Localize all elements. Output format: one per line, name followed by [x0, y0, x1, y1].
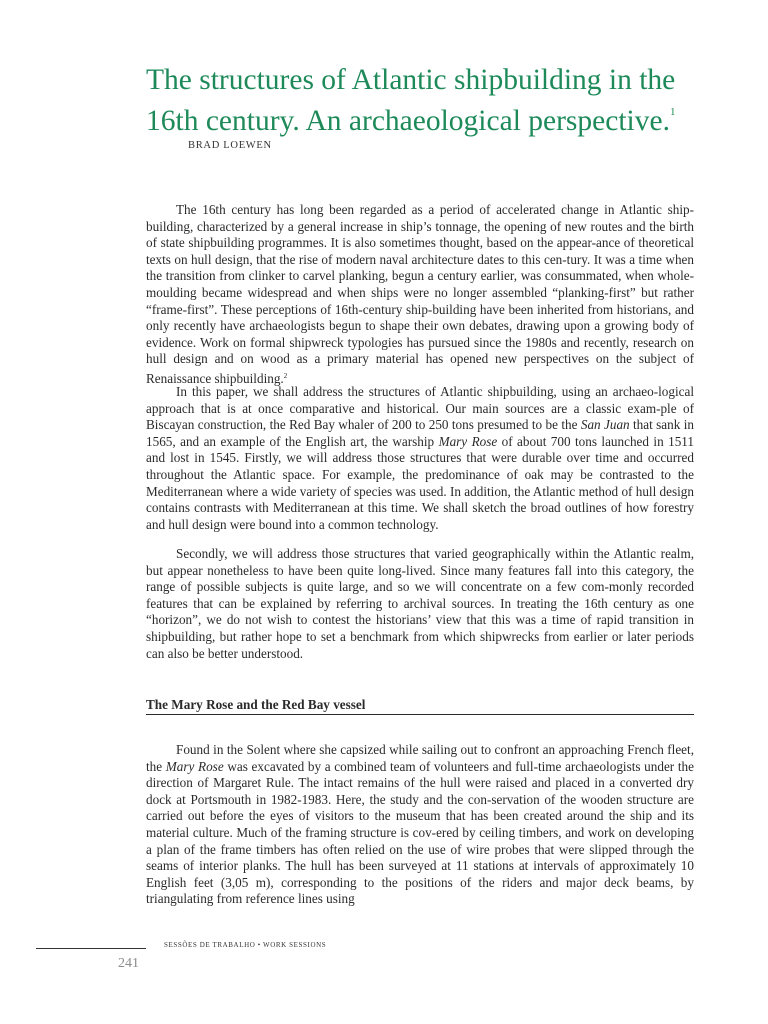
paragraph-4-text-b: was excavated by a combined team of volunteers and full-time archaeologists under the direction of Margaret Rule. The intact remains of the hull were raised and placed in a converted dry dock at Portsmouth in 1982-1983. Here, the study and the con-servation of the wooden structure are carried out before the eyes of visitors to the museum that has been created around the ship and its material culture. Much of the framing structure is cov-ered by ceiling timbers, and work on developing a plan of the frame timbers has often relied on the use of wire probes that were slipped through the seams of interior planks. The hull has been surveyed at 11 stations at intervals of approximately 10 English feet (3,05 m), corresponding to the positions of the riders and major deck beams, by triangulating from reference lines using	[146, 758, 694, 907]
title-footnote-marker[interactable]: 1	[669, 106, 676, 118]
footnote-marker-2[interactable]: 2	[283, 371, 288, 380]
paragraph-2-text-b: that sank in 1565, and an example of the English art, the warship	[146, 417, 694, 449]
ship-name-mary-rose: Mary Rose	[438, 433, 498, 449]
author-byline	[188, 140, 272, 151]
body-paragraph-2	[146, 384, 694, 533]
ship-name-san-juan: San Juan	[580, 417, 630, 433]
article-title-text: The structures of Atlantic shipbuilding in the 16th century. An archaeological perspective.	[146, 64, 676, 137]
body-paragraph-1	[146, 202, 694, 388]
ship-name-mary-rose-2: Mary Rose	[165, 758, 224, 774]
paragraph-3-text: Secondly, we will address those structures that varied geographically within the Atlantic realm, but appear nonetheless to have been quite long-lived. Since many features fall into this category, the range of possible subjects is quite large, and so we will concentrate on a few com-monly recorded features that can be explained by referring to archival sources. In treating the 16th century as one “horizon”, we do not wish to contest the historians’ view that this was a time of rapid transition in shipbuilding, but rather hope to set a benchmark from which shipwrecks from earlier or later periods can also be better understood.	[146, 546, 694, 661]
section-heading: The Mary Rose and the Red Bay vessel	[146, 696, 694, 715]
paragraph-2-text-c: of about 700 tons launched in 1511 and lost in 1545. Firstly, we will address those structures that were durable over time and occurred throughout the Atlantic space. For example, the predominance of oak may be contrasted to the Mediterranean where a wide variety of species was used. In addition, the Atlantic method of hull design contains contrasts with Mediterranean at this time. We shall sketch the broad outlines of how forestry and hull design were bound into a common technology.	[146, 433, 695, 532]
paragraph-1-text: The 16th century has long been regarded as a period of accelerated change in Atlantic ship-building, characterized by a general increase in ship’s tonnage, the opening of new routes and the birth of state shipbuilding programmes. It is also sometimes thought, based on the appear-ance of theoretical texts on hull design, that the rise of modern naval architecture dates to this cen-tury. It was a time when the transition from clinker to carvel planking, begun a century earlier, was consummated, when whole-moulding became widespread and when ships were no longer assembled “planking-first” but rather “frame-first”. These perceptions of 16th-century ship-building have been inherited from historians, and only recently have archaeologists begun to shape their own debates, drawing upon a growing body of evidence. Work on formal shipwreck typologies has pursued since the 1980s and recently, research on hull design and on wood as a primary material has opened new perspectives on the subject of Renaissance shipbuilding.	[146, 202, 694, 386]
body-paragraph-4	[146, 742, 694, 908]
paragraph-2-text-a: In this paper, we shall address the structures of Atlantic shipbuilding, using an archaeo-logical approach that is at once comparative and historical. Our main sources are a classic exam-ple of Biscayan construction, the Red Bay whaler of 200 to 250 tons presumed to be the	[146, 384, 694, 433]
page-number: 241	[118, 956, 139, 971]
body-paragraph-3	[146, 546, 694, 662]
author-name: BRAD LOEWEN	[188, 140, 272, 151]
footer-section-label: SESSÕES DE TRABALHO • WORK SESSIONS	[164, 941, 327, 949]
footer-rule	[36, 948, 146, 949]
article-title	[146, 64, 706, 137]
paragraph-4-text-a: Found in the Solent where she capsized while sailing out to confront an approaching French fleet, the	[146, 742, 694, 774]
